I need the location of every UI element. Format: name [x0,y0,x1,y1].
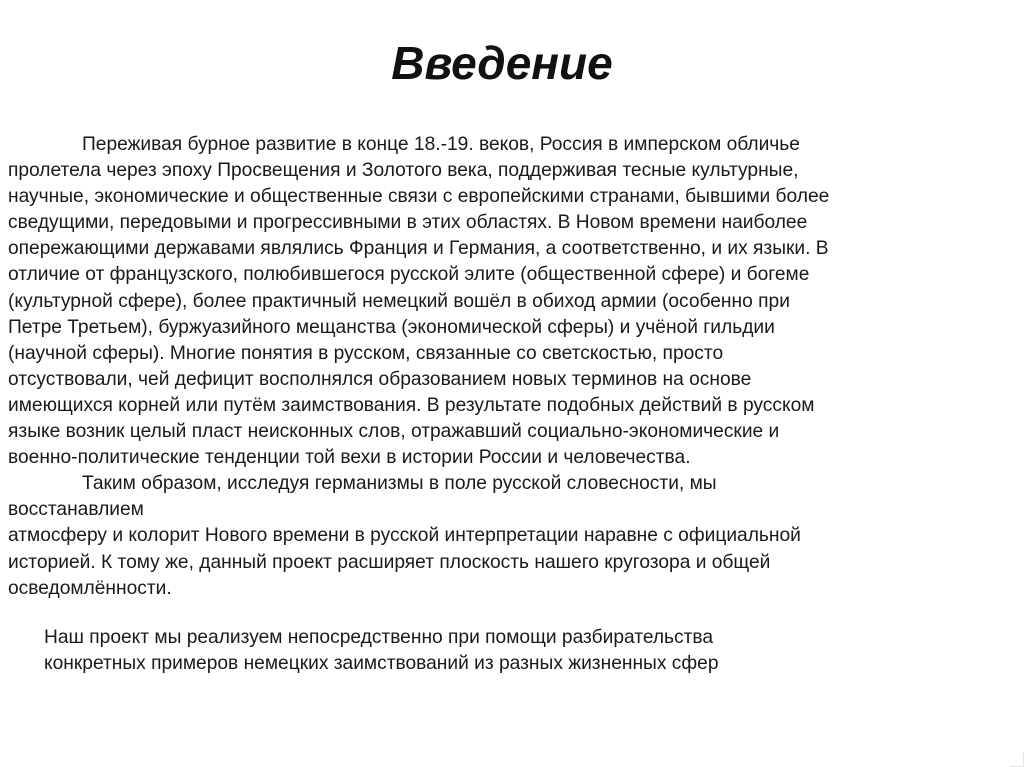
slide-title: Введение [391,37,613,89]
paragraph-line: отличие от французского, полюбившегося русской элите (общественной сфере) и богеме [8,264,810,286]
paragraph-line: отсуствовали, чей дефицит восполнялся образованием новых терминов на основе [8,368,752,390]
paragraph-line: пролетела через эпоху Просвещения и Золотого века, поддерживая тесные культурные, [8,160,799,182]
paragraph-line: осведомлённости. [8,577,172,599]
paragraph-line: имеющихся корней или путём заимствования. В результате подобных действий в русском [8,394,815,416]
project-statement [44,625,1004,677]
paragraph-line: историей. К тому же, данный проект расширяет плоскость нашего кругозора и общей [8,551,771,573]
paragraph-line: военно-политические тенденции той вехи в истории России и человечества. [8,447,691,469]
paragraph-line: Таким образом, исследуя германизмы в поле русской словесности, мы [82,473,717,495]
project-statement-text [44,625,1004,677]
paragraph-line: Наш проект мы реализуем непосредственно при помощи разбирательства [44,627,714,648]
paragraph-line: атмосферу и колорит Нового времени в русской интерпретации наравне с официальной [8,525,801,547]
paragraph-line: (научной сферы). Многие понятия в русском, связанные со светскостью, просто [8,342,724,364]
slide-body [8,132,1008,602]
paragraph-line: Петре Третьем), буржуазийного мещанства (экономической сферы) и учёной гильдии [8,316,775,338]
paragraph-line: научные, экономические и общественные связи с европейскими странами, бывшими более [8,186,830,208]
conclusion-paragraph [8,471,1008,601]
paragraph-line: восстанавлием [8,499,144,521]
paragraph-line: Переживая бурное развитие в конце 18.-19. веков, Россия в имперском обличье [82,134,800,155]
paragraph-line: (культурной сфере), более практичный немецкий вошёл в обиход армии (особенно при [8,290,790,312]
paragraph-line: опережающими державами являлись Франция и Германия, а соответственно, и их языки. В [8,238,829,260]
paragraph-line: сведущими, передовыми и прогрессивными в этих областях. В Новом времени наиболее [8,212,808,234]
slide-corner-mark [1009,752,1024,767]
intro-paragraph [8,132,1008,471]
paragraph-line: языке возник целый пласт неисконных слов, отражавший социально-экономические и [8,421,780,443]
paragraph-line: конкретных примеров немецких заимствований из разных жизненных сфер [44,653,719,675]
